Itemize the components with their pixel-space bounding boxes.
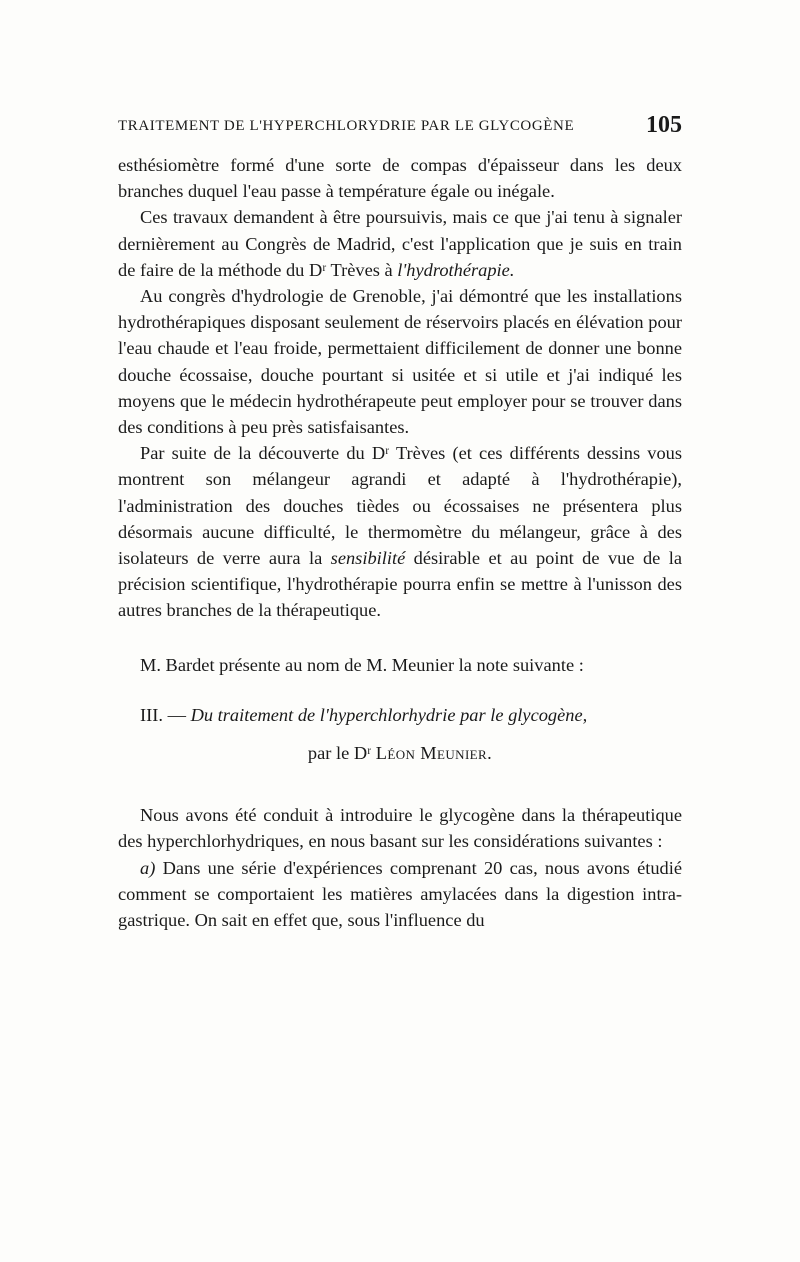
paragraph-treves-discovery <box>118 440 682 623</box>
section-number: III. — <box>140 704 191 725</box>
section-title: Du traitement de l'hyperchlorhydrie par le glycogène, <box>190 704 588 725</box>
paragraph-continuation: esthésiomètre formé d'une sorte de compas d'épaisseur dans les deux branches duquel l'eau passe à température égale ou inégale. <box>118 155 682 202</box>
paragraph-text: Par suite de la découverte du Dʳ Trèves (et ces différents dessins vous montrent son mélangeur agrandi et adapté à l'hydrothérapie), l'administration des douches tièdes ou écossaises ne présentera plus désormais aucune difficulté, le thermomètre du mélangeur, grâce à des isolateurs de verre aura la <box>118 443 682 569</box>
running-head: TRAITEMENT DE L'HYPERCHLORYDRIE PAR LE GLYCOGÈNE <box>118 118 575 134</box>
paragraph-text: désirable et au point de vue de la précision scientifique, l'hydrothérapie pourra enfin se mettre à l'unisson des autres branches de la thérapeutique. <box>118 548 682 621</box>
page-header <box>118 112 682 148</box>
page-number: 105 <box>646 112 682 138</box>
author-line <box>118 740 682 766</box>
paragraph-introduction: Nous avons été conduit à introduire le glycogène dans la thérapeutique des hyperchlorhydriques, en nous basant sur les considérations suivantes : <box>118 805 682 852</box>
presentation-note: M. Bardet présente au nom de M. Meunier la note suivante : <box>140 654 584 675</box>
page-body <box>118 152 682 933</box>
italic-term: sensibilité <box>330 548 406 569</box>
paragraph-text: Dans une série d'expériences comprenant 20 cas, nous avons étudié comment se comportaient les matières amylacées dans la digestion intra-gastrique. On sait en effet que, sous l'influence du <box>118 857 682 931</box>
author-name: Léon Meunier. <box>375 743 493 764</box>
paragraph-point-a <box>118 855 682 934</box>
paragraph-madrid-congress <box>118 204 682 283</box>
section-heading <box>118 702 682 728</box>
list-label: a) <box>140 857 156 878</box>
italic-term: l'hydrothérapie. <box>397 259 515 280</box>
author-prefix: par le Dʳ <box>307 743 376 764</box>
paragraph-grenoble-congress: Au congrès d'hydrologie de Grenoble, j'ai démontré que les installations hydrothérapiques disposant seulement de réservoirs placés en élévation pour l'eau chaude et l'eau froide, permettaient difficilement de donner une bonne douche écossaise, douche pourtant si usitée et si utile et j'ai indiqué les moyens que le médecin hydrothérapeute peut employer pour se trouver dans des conditions à peu près satisfaisantes. <box>118 286 682 438</box>
paragraph-text: Ces travaux demandent à être poursuivis, mais ce que j'ai tenu à signaler dernièrement au Congrès de Madrid, c'est l'application que je suis en train de faire de la méthode du Dʳ Trèves à <box>118 207 682 280</box>
